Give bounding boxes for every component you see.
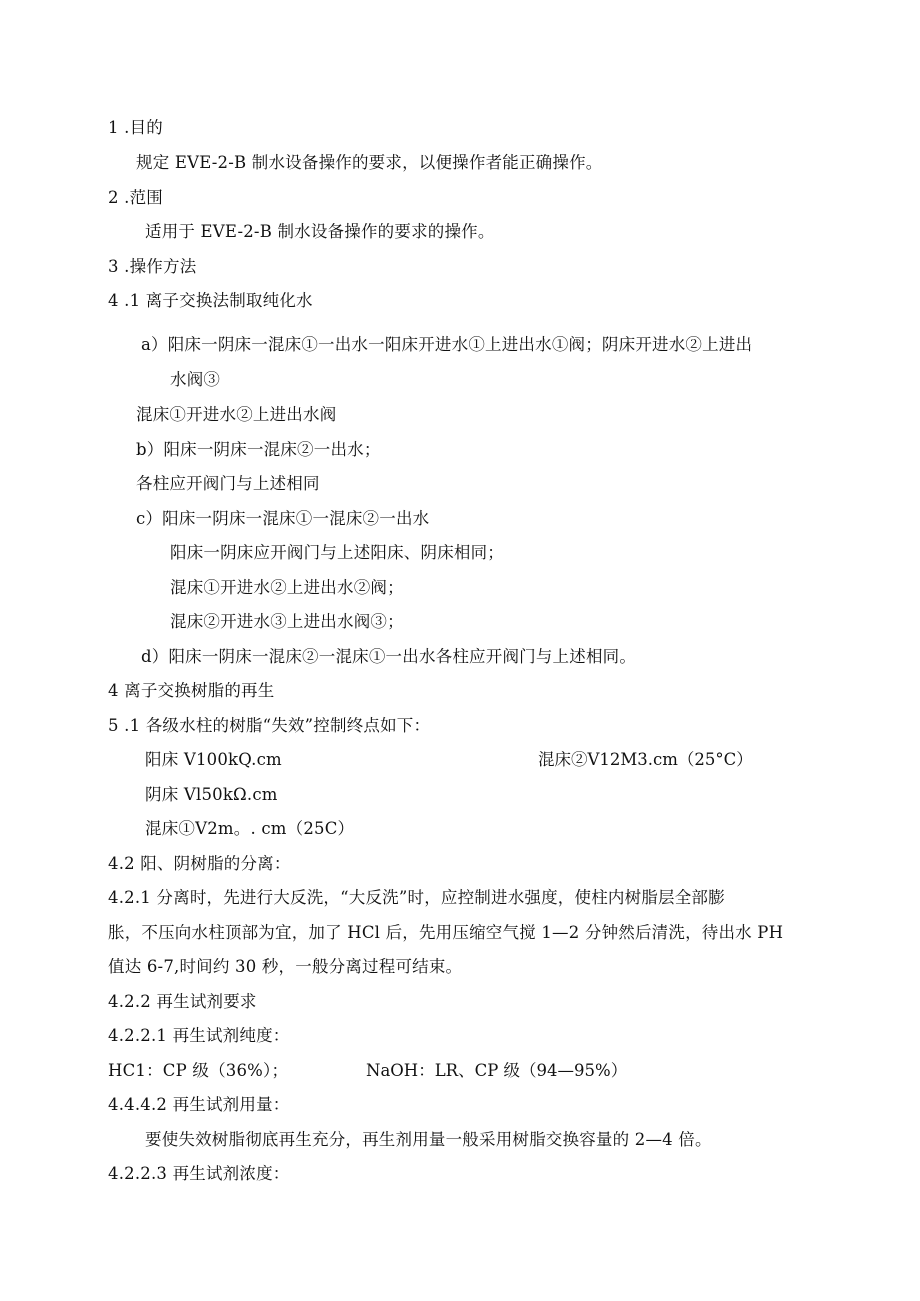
item-a-line-2: 水阀③ <box>170 370 221 389</box>
mixed-bed-1-valves: 混床①开进水②上进出水阀 <box>136 405 337 424</box>
section-3-title: 3 .操作方法 <box>108 257 197 276</box>
purity-naoh: NaOH：LR、CP 级（94—95%） <box>366 1061 628 1080</box>
item-c-sub-2: 混床①开进水②上进出水②阀； <box>170 578 404 597</box>
section-1-title: 1 .目的 <box>108 118 163 137</box>
section-4-2-1-line-3: 值达 6-7,时间约 30 秒，一般分离过程可结束。 <box>108 957 463 976</box>
endpoint-cation-bed: 阳床 V100kQ.cm <box>145 750 282 769</box>
section-5-1-title: 5 .1 各级水柱的树脂“失效”控制终点如下： <box>108 716 431 735</box>
endpoint-anion-bed: 阴床 Vl50kΩ.cm <box>145 785 278 804</box>
section-4-2-2-title: 4.2.2 再生试剂要求 <box>108 992 257 1011</box>
section-4-1-title: 4 .1 离子交换法制取纯化水 <box>108 291 313 310</box>
section-2-title: 2 .范围 <box>108 188 163 207</box>
section-4-2-2-3-title: 4.2.2.3 再生试剂浓度： <box>108 1164 290 1183</box>
section-4-2-title: 4.2 阳、阴树脂的分离： <box>108 854 291 873</box>
endpoint-mixed-bed-2: 混床②V12M3.cm（25°C） <box>538 750 753 769</box>
section-4-4-4-2-body: 要使失效树脂彻底再生充分，再生剂用量一般采用树脂交换容量的 2—4 倍。 <box>145 1130 712 1149</box>
section-1-body: 规定 EVE-2-B 制水设备操作的要求，以便操作者能正确操作。 <box>136 153 603 172</box>
section-4-4-4-2-title: 4.4.4.2 再生试剂用量： <box>108 1095 290 1114</box>
item-c-line: c）阳床一阴床一混床①一混床②一出水 <box>136 509 430 528</box>
purity-hcl: HC1：CP 级（36%）； <box>108 1061 289 1080</box>
section-4-2-1-line-2: 胀，不压向水柱顶部为宜，加了 HCl 后，先用压缩空气搅 1—2 分钟然后清洗，待出水 PH <box>108 923 784 942</box>
item-c-sub-1: 阳床一阴床应开阀门与上述阳床、阴床相同； <box>170 543 504 562</box>
item-c-sub-3: 混床②开进水③上进出水阀③； <box>170 612 404 631</box>
regeneration-title: 4 离子交换树脂的再生 <box>108 681 275 700</box>
item-d-line: d）阳床一阴床一混床②一混床①一出水各柱应开阀门与上述相同。 <box>141 647 637 666</box>
section-2-body: 适用于 EVE-2-B 制水设备操作的要求的操作。 <box>145 222 495 241</box>
section-4-2-1-line-1: 4.2.1 分离时，先进行大反洗，“大反洗”时，应控制进水强度，使柱内树脂层全部膨 <box>108 888 725 907</box>
endpoint-mixed-bed-1: 混床①V2m。. cm（25C） <box>145 819 355 838</box>
section-4-2-2-1-title: 4.2.2.1 再生试剂纯度： <box>108 1026 290 1045</box>
item-a-line-1: a）阳床一阴床一混床①一出水一阳床开进水①上进出水①阀；阴床开进水②上进出 <box>141 335 753 354</box>
item-b-line: b）阳床一阴床一混床②一出水； <box>136 440 381 459</box>
item-b-note: 各柱应开阀门与上述相同 <box>136 474 320 493</box>
